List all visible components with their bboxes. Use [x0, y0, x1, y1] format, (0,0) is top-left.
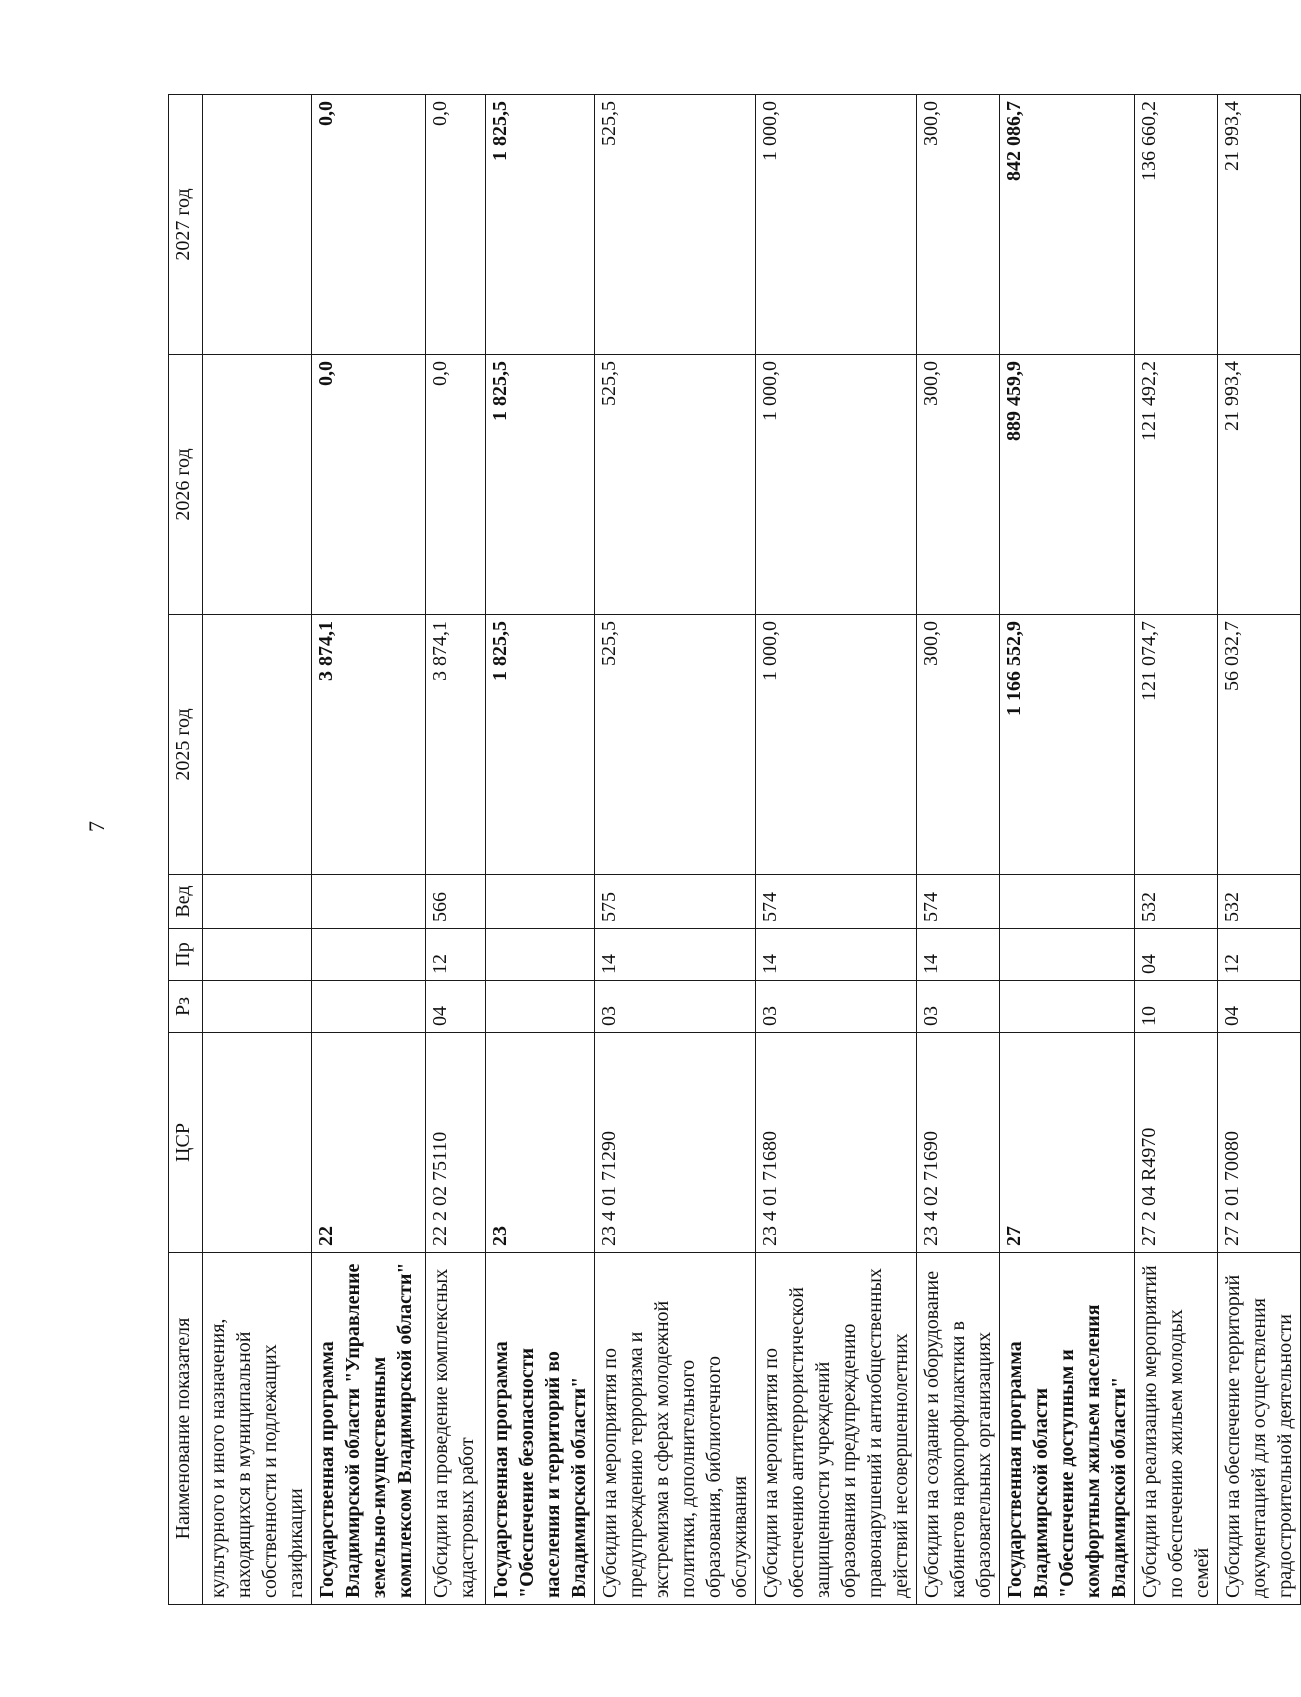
cell-rz: 03	[595, 981, 756, 1033]
cell-2026: 21 993,4	[1218, 355, 1301, 615]
budget-table	[168, 94, 1301, 1605]
cell-2026: 0,0	[426, 355, 486, 615]
cell-pr: 12	[1218, 929, 1301, 981]
table-row	[756, 95, 917, 1605]
cell-2025: 121 074,7	[1135, 615, 1218, 875]
table-header-row	[169, 95, 203, 1605]
cell-pr	[1000, 929, 1135, 981]
cell-ved	[312, 875, 426, 929]
header-csr: ЦСР	[169, 1033, 203, 1253]
cell-2027: 1 000,0	[756, 95, 917, 355]
cell-ved	[1000, 875, 1135, 929]
cell-2025: 1 000,0	[756, 615, 917, 875]
cell-2025: 3 874,1	[312, 615, 426, 875]
table-row	[595, 95, 756, 1605]
cell-2025: 525,5	[595, 615, 756, 875]
cell-name: Субсидии на мероприятия по предупреждению терроризма и экстремизма в сферах молодежной политики, дополнительного образования, библиотечного обслуживания	[595, 1253, 756, 1605]
cell-2026: 1 000,0	[756, 355, 917, 615]
table-row	[1000, 95, 1135, 1605]
cell-2025: 56 032,7	[1218, 615, 1301, 875]
cell-rz: 04	[1218, 981, 1301, 1033]
cell-csr: 22	[312, 1033, 426, 1253]
cell-rz: 03	[756, 981, 917, 1033]
cell-name: Субсидии на обеспечение территорий документацией для осуществления градостроительной деятельности	[1218, 1253, 1301, 1605]
cell-csr: 23	[486, 1033, 595, 1253]
cell-2026: 889 459,9	[1000, 355, 1135, 615]
cell-name: Государственная программа Владимирской области "Обеспечение доступным и комфортным жильем населения Владимирской области"	[1000, 1253, 1135, 1605]
cell-2026: 0,0	[312, 355, 426, 615]
cell-name: Субсидии на проведение комплексных кадастровых работ	[426, 1253, 486, 1605]
table-row	[426, 95, 486, 1605]
cell-2027: 0,0	[312, 95, 426, 355]
cell-2027: 0,0	[426, 95, 486, 355]
cell-rz	[203, 981, 312, 1033]
cell-pr: 14	[917, 929, 1000, 981]
header-ved: Вед	[169, 875, 203, 929]
table-row	[203, 95, 312, 1605]
rotated-table-container	[168, 95, 1301, 1605]
cell-2027: 525,5	[595, 95, 756, 355]
cell-pr: 14	[595, 929, 756, 981]
table-row	[486, 95, 595, 1605]
cell-2027: 1 825,5	[486, 95, 595, 355]
cell-name: Субсидии на создание и оборудование кабинетов наркопрофилактики в образовательных организациях	[917, 1253, 1000, 1605]
cell-2027: 21 993,4	[1218, 95, 1301, 355]
cell-2027: 300,0	[917, 95, 1000, 355]
table-row	[917, 95, 1000, 1605]
cell-2026	[203, 355, 312, 615]
header-2027: 2027 год	[169, 95, 203, 355]
cell-rz	[312, 981, 426, 1033]
cell-csr: 23 4 01 71290	[595, 1033, 756, 1253]
cell-csr: 27 2 01 70080	[1218, 1033, 1301, 1253]
cell-name: Субсидии на мероприятия по обеспечению антитеррористической защищенности учреждений образования и предупреждению правонарушений и антиобщественных действий несовершеннолетних	[756, 1253, 917, 1605]
cell-ved	[486, 875, 595, 929]
cell-2027: 136 660,2	[1135, 95, 1218, 355]
header-2026: 2026 год	[169, 355, 203, 615]
cell-ved: 532	[1218, 875, 1301, 929]
cell-name: Государственная программа "Обеспечение безопасности населения и территорий во Владимирской области"	[486, 1253, 595, 1605]
cell-pr: 12	[426, 929, 486, 981]
cell-pr: 04	[1135, 929, 1218, 981]
cell-csr: 22 2 02 75110	[426, 1033, 486, 1253]
cell-name: Государственная программа Владимирской области "Управление земельно-имущественным комплексом Владимирской области"	[312, 1253, 426, 1605]
cell-ved	[203, 875, 312, 929]
header-name: Наименование показателя	[169, 1253, 203, 1605]
cell-name: культурного и иного назначения, находящихся в муниципальной собственности и подлежащих газификации	[203, 1253, 312, 1605]
cell-2026: 300,0	[917, 355, 1000, 615]
cell-2025: 1 825,5	[486, 615, 595, 875]
header-rz: Рз	[169, 981, 203, 1033]
cell-rz	[1000, 981, 1135, 1033]
cell-2026: 1 825,5	[486, 355, 595, 615]
cell-pr: 14	[756, 929, 917, 981]
cell-csr: 23 4 02 71690	[917, 1033, 1000, 1253]
cell-csr: 27	[1000, 1033, 1135, 1253]
cell-ved: 574	[756, 875, 917, 929]
header-2025: 2025 год	[169, 615, 203, 875]
cell-ved: 574	[917, 875, 1000, 929]
cell-rz: 10	[1135, 981, 1218, 1033]
table-row	[312, 95, 426, 1605]
cell-csr: 23 4 01 71680	[756, 1033, 917, 1253]
table-row	[1135, 95, 1218, 1605]
header-pr: Пр	[169, 929, 203, 981]
cell-csr	[203, 1033, 312, 1253]
cell-pr	[486, 929, 595, 981]
cell-2025: 3 874,1	[426, 615, 486, 875]
cell-2027: 842 086,7	[1000, 95, 1135, 355]
cell-2025: 1 166 552,9	[1000, 615, 1135, 875]
page-number: 7	[84, 821, 109, 832]
cell-csr: 27 2 04 R4970	[1135, 1033, 1218, 1253]
cell-rz: 04	[426, 981, 486, 1033]
cell-ved: 566	[426, 875, 486, 929]
table-row	[1218, 95, 1301, 1605]
cell-2025	[203, 615, 312, 875]
cell-ved: 532	[1135, 875, 1218, 929]
cell-pr	[203, 929, 312, 981]
cell-2026: 121 492,2	[1135, 355, 1218, 615]
cell-name: Субсидии на реализацию мероприятий по обеспечению жильем молодых семей	[1135, 1253, 1218, 1605]
cell-rz: 03	[917, 981, 1000, 1033]
cell-2027	[203, 95, 312, 355]
cell-2025: 300,0	[917, 615, 1000, 875]
cell-pr	[312, 929, 426, 981]
cell-ved: 575	[595, 875, 756, 929]
cell-rz	[486, 981, 595, 1033]
cell-2026: 525,5	[595, 355, 756, 615]
